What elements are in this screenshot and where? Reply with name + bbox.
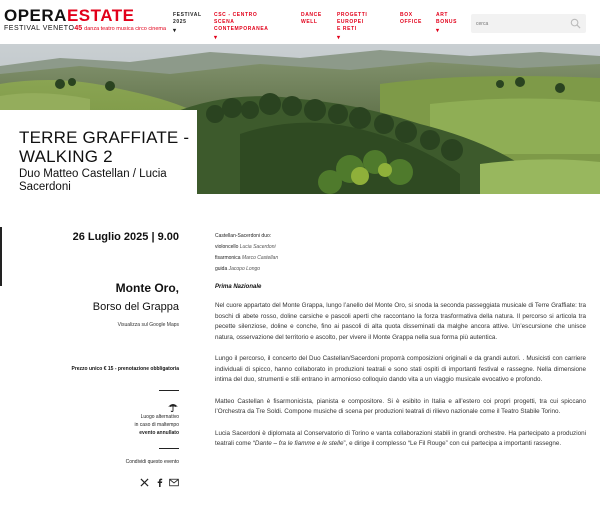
event-price: Prezzo unico € 15 - prenotazione obbligatoria [71,366,179,372]
nav-festival-2025[interactable]: FESTIVAL 2025 ▾ [173,12,202,34]
event-title-card [0,110,197,227]
site-logo[interactable] [4,6,167,32]
event-info-column [0,226,197,524]
chevron-down-icon: ▾ [173,28,177,34]
rain-alternative-info [135,413,179,437]
nav-art-bonus[interactable]: ART BONUS ▾ [436,12,458,34]
divider [159,448,179,449]
credits [215,231,586,275]
rain-status: evento annullato [139,430,179,436]
logo-subtitle: FESTIVAL VENETO45 danza teatro musica circo cinema [4,25,167,32]
description-paragraph: Lucia Sacerdoni è diplomata al Conservatorio di Torino e vanta collaborazioni stabili in grandi orchestre. Ha partecipato a produzioni teatrali come “Dante – fra le fiamme e le stelle”, e dirige il complesso “Le Fil Rouge” con cui partecipa a importanti rassegne. [215,429,586,447]
chevron-down-icon: ▾ [337,35,341,41]
x-twitter-icon[interactable] [140,478,149,487]
chevron-down-icon: ▾ [436,28,440,34]
share-label: Condividi questo evento [125,459,179,465]
logo-wordmark: OPERAESTATE [4,6,135,25]
rain-condition: in caso di maltempo [134,422,179,428]
nav-dance-well[interactable]: DANCE WELL [301,12,322,25]
credit-row: fisarmonica Marco Castellan [215,255,279,261]
share-icons [140,478,180,488]
description-paragraph: Lungo il percorso, il concerto del Duo Castellan/Sacerdoni proporrà composizioni originali e da grandi autori. . Musicisti con carriere individuali di spicco, hanno collaborato in produzioni teatrali e sono stati ospiti di importanti festival e rassegne. Nella dimensione intima del duo, strumenti e stili entrano in armonioso colloquio dando vita a un viaggio musicale evocativo e profondo. [215,355,586,383]
credit-row: violoncello Lucia Sacerdoni [215,244,276,250]
divider [159,390,179,391]
nav-csc[interactable]: CSC - CENTRO SCENA CONTEMPORANEA ▾ [214,12,269,41]
event-date: 26 Luglio 2025 | 9.00 [72,231,179,243]
umbrella-icon [167,402,179,412]
email-icon[interactable] [169,478,179,487]
description-paragraph: Matteo Castellan è fisarmonicista, pianista e compositore. Si è esibito in Italia e all’estero coi propri progetti, tra cui spiccano l’Orchestra da Tre Soldi. Compone musiche di scena per produzioni teatrali di rilievo nazionale come il Teatro Stabile Torino. [215,397,586,415]
prima-nazionale-label: Prima Nazionale [215,284,262,290]
search-box [471,14,586,33]
search-icon[interactable] [570,18,581,29]
chevron-down-icon: ▾ [214,35,218,41]
nav-progetti-europei[interactable]: PROGETTI EUROPEI E RETI ▾ [337,12,368,41]
site-header [0,0,600,44]
search-input[interactable] [476,17,566,30]
event-subtitle: Duo Matteo Castellan / Lucia Sacerdoni [19,168,167,193]
nav-box-office[interactable]: BOX OFFICE [400,12,422,25]
description-paragraph: Nel cuore appartato del Monte Grappa, lungo l’anello del Monte Oro, si snoda la seconda passeggiata musicale di Terre Graffiate: tra boschi di abete rosso, doline carsiche e pascoli aperti che raccontano la forza trasformativa della natura. Il percorso si articola tra pecette silenziose, doline e conche, fino ai pascoli di alta quota disseminati da malghe ancora attive. Un’escursione che unisce natura, osservazione del territorio e ascolto, per vivere il Monte Grappa nella sua forma più autentica. [215,302,586,341]
event-venue: Monte Oro, [115,281,179,295]
google-maps-link[interactable]: Visualizza sul Google Maps [117,322,179,328]
accent-bar [0,226,2,286]
credits-intro: Castellan-Sacerdoni duo: [215,233,272,239]
event-description [215,231,586,450]
facebook-icon[interactable] [155,478,164,487]
event-title: TERRE GRAFFIATE - WALKING 2 [19,128,190,166]
credit-row: guida Jacopo Longo [215,266,261,272]
rain-label: Luogo alternativo [140,414,179,420]
event-venue-city: Borso del Grappa [92,301,179,313]
